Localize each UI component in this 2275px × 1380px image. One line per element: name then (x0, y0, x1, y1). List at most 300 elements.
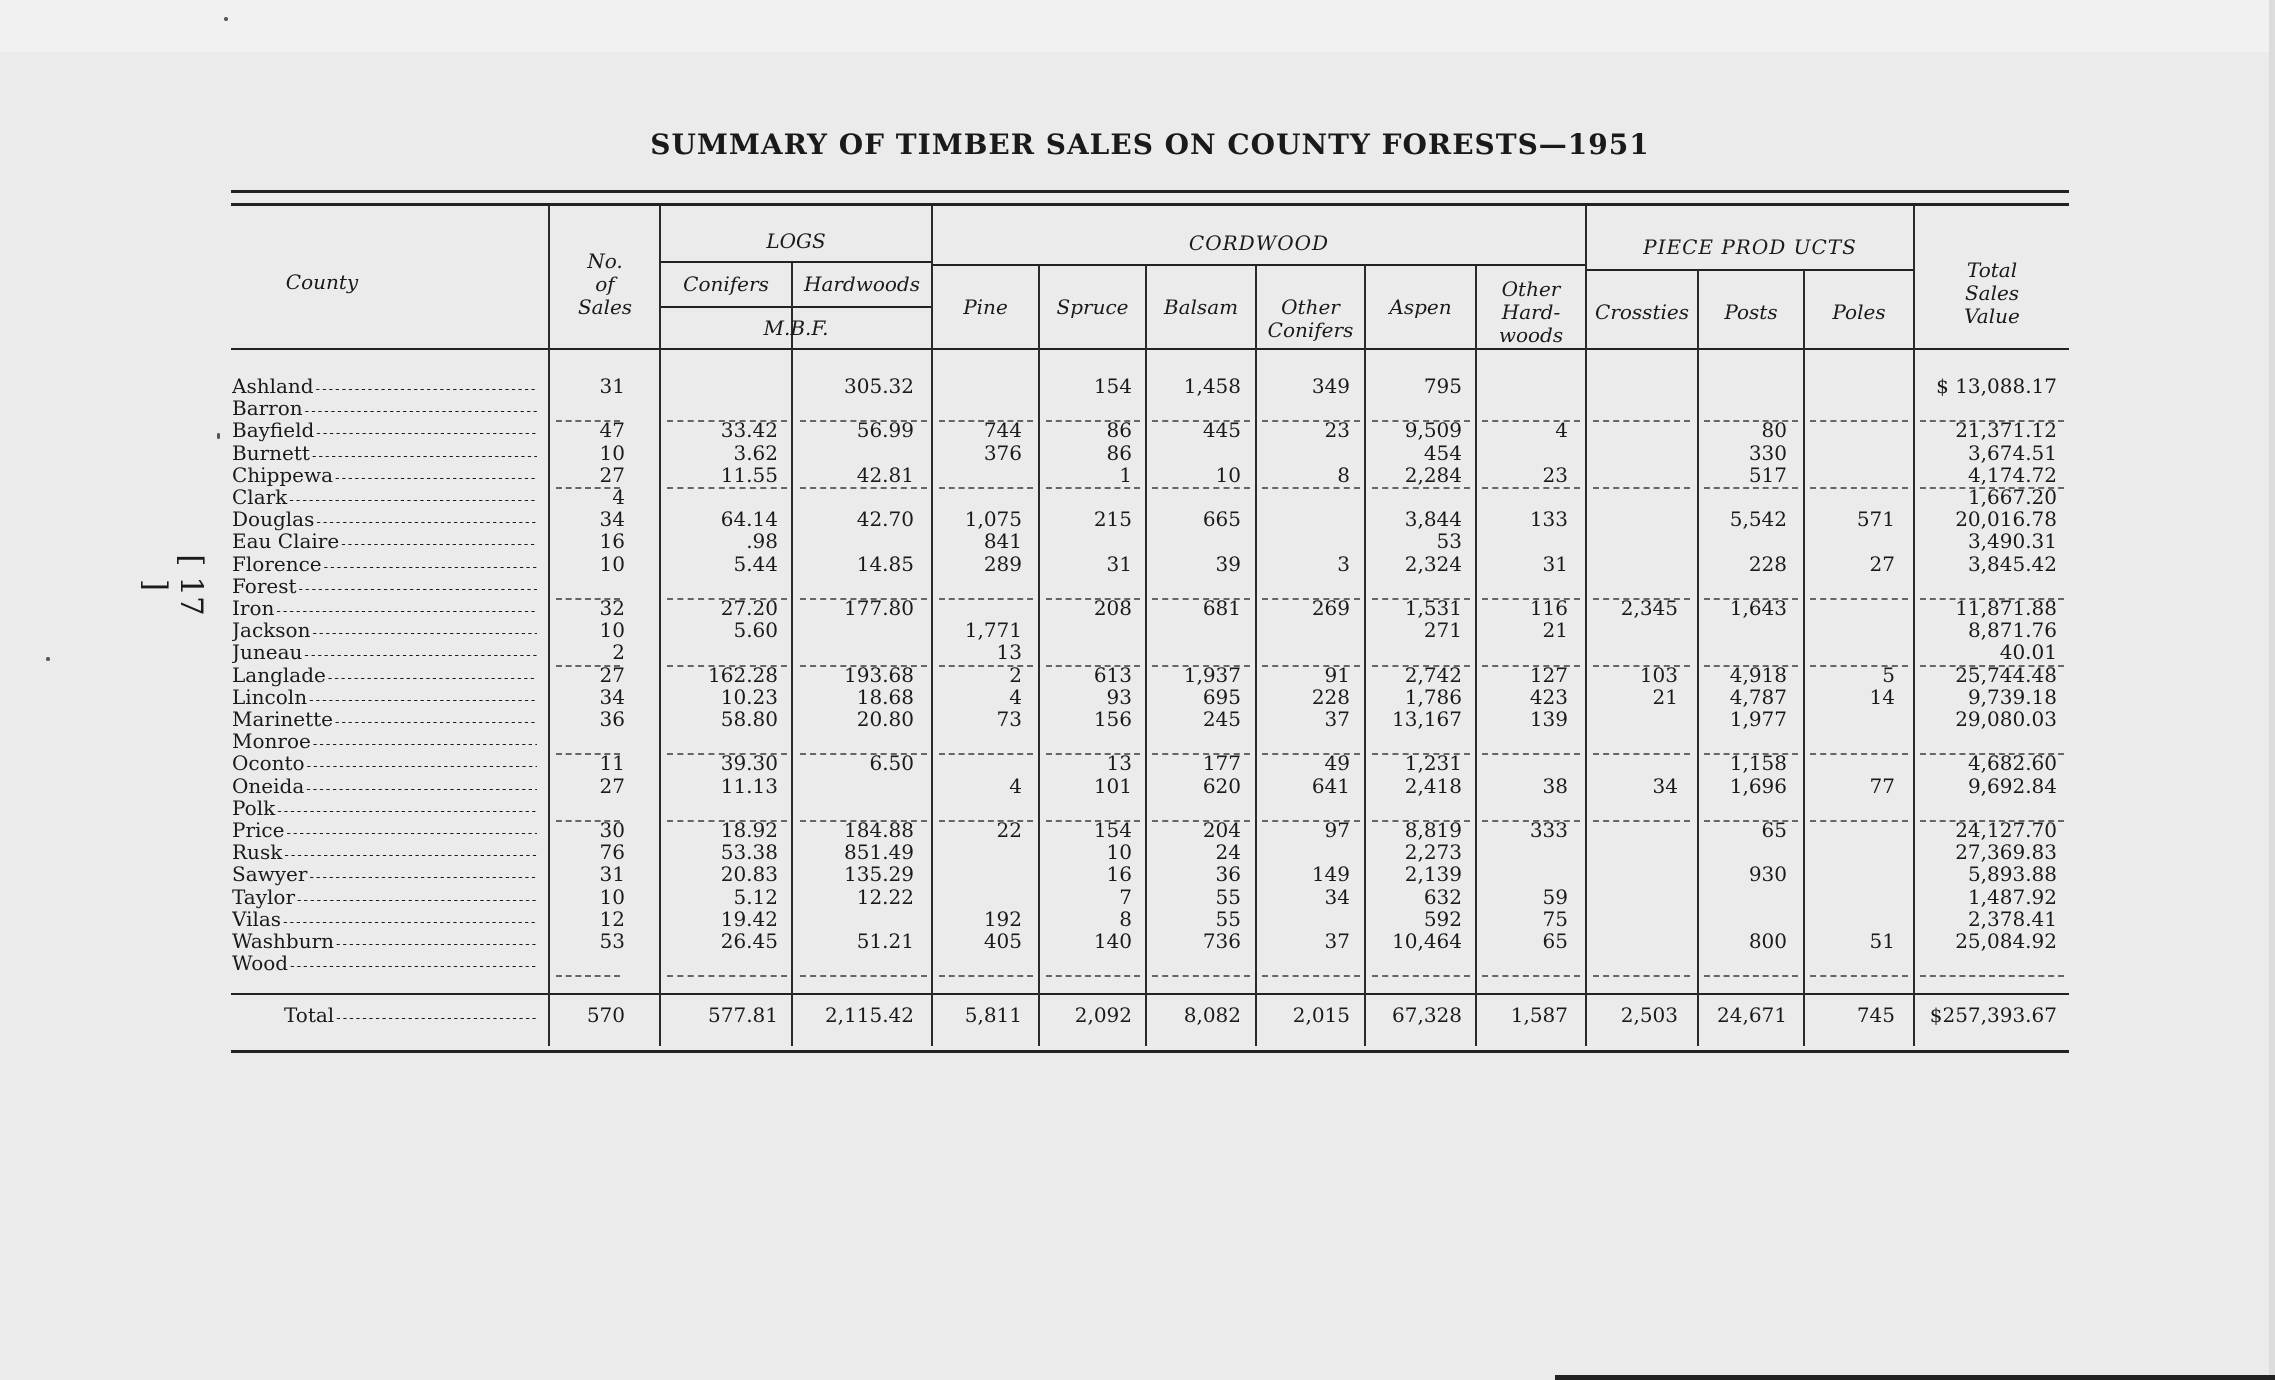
cell-crossties: 34 (1652, 773, 1678, 798)
cell-pine: 841 (983, 529, 1022, 554)
row-separator (1482, 598, 1580, 600)
cell-aspen: 53 (1436, 529, 1462, 554)
cell-spruce: 93 (1106, 684, 1132, 709)
cell-other-conifers: 149 (1311, 862, 1350, 887)
cell-aspen: 3,844 (1404, 507, 1462, 532)
cell-sales: 36 (599, 707, 625, 731)
total-cell-poles: 745 (1856, 1003, 1895, 1027)
cell-spruce: 154 (1093, 374, 1132, 398)
row-separator (1372, 598, 1470, 600)
cell-balsam: 36 (1215, 862, 1241, 887)
cell-balsam: 695 (1202, 684, 1241, 709)
row-separator (556, 665, 620, 667)
row-separator (1046, 598, 1140, 600)
cell-other-hardwoods: 23 (1542, 462, 1568, 487)
row-separator (1046, 753, 1140, 755)
row-separator (1152, 975, 1250, 977)
cell-balsam: 10 (1215, 462, 1241, 487)
cell-value: 4,682.60 (1967, 751, 2057, 776)
cell-value: 25,084.92 (1955, 929, 2057, 953)
cell-other-hardwoods: 59 (1542, 884, 1568, 909)
cell-value: 8,871.76 (1967, 618, 2057, 643)
cell-sales: 34 (599, 684, 625, 709)
cell-county: Florence - - - (232, 553, 537, 579)
cell-sales: 76 (599, 840, 625, 865)
cell-value: 25,744.48 (1955, 662, 2057, 687)
total-cell-pine: 5,811 (964, 1003, 1022, 1027)
cell-other-hardwoods: 4 (1555, 418, 1568, 443)
header-line: Sales (577, 294, 633, 319)
total-cell-hardwoods: 2,115.42 (824, 1003, 914, 1027)
header-line: Total (1966, 257, 2018, 282)
cell-aspen: 2,742 (1404, 662, 1462, 687)
top-rule (231, 190, 2069, 193)
piece-rule (1587, 269, 1913, 271)
cell-hardwoods: 42.70 (856, 507, 914, 532)
cell-poles: 51 (1869, 929, 1895, 953)
cell-hardwoods: 12.22 (856, 884, 914, 909)
cell-other-conifers: 23 (1324, 418, 1350, 443)
cell-sales: 12 (599, 906, 625, 931)
row-separator (1593, 420, 1690, 422)
cell-county: Iron - - - (232, 597, 537, 623)
cell-conifers: 10.23 (720, 684, 778, 709)
cell-value: 27,369.83 (1955, 840, 2057, 865)
cell-other-conifers: 37 (1324, 707, 1350, 731)
cell-aspen: 9,509 (1404, 418, 1462, 443)
cell-balsam: 736 (1202, 929, 1241, 953)
row-separator (1920, 598, 2064, 600)
cell-county: Taylor - - - (232, 886, 537, 912)
row-separator (1046, 665, 1140, 667)
row-separator (1920, 665, 2064, 667)
row-separator (556, 975, 620, 977)
cell-county: Oneida - - - (232, 775, 537, 801)
cordwood-rule (933, 264, 1585, 266)
cell-conifers: 26.45 (720, 929, 778, 953)
cell-county: Washburn - - - (232, 930, 537, 956)
cell-crossties: 103 (1639, 662, 1678, 687)
row-separator (1810, 820, 1908, 822)
cell-pine: 2 (1009, 662, 1022, 687)
speck (224, 17, 228, 21)
cell-posts: 65 (1761, 818, 1787, 842)
row-separator (1810, 420, 1908, 422)
cell-county: Forest - - - (232, 575, 537, 601)
cell-county: Monroe - - - (232, 730, 537, 756)
row-separator (1482, 820, 1580, 822)
cell-county: Price - - - (232, 819, 537, 845)
cell-spruce: 101 (1093, 773, 1132, 798)
cell-spruce: 215 (1093, 507, 1132, 532)
row-separator (667, 975, 787, 977)
cell-sales: 27 (599, 462, 625, 487)
cell-balsam: 1,458 (1183, 374, 1241, 398)
total-cell-other-conifers: 2,015 (1292, 1003, 1350, 1027)
cell-conifers: 33.42 (720, 418, 778, 443)
row-separator (1810, 665, 1908, 667)
cell-value: 3,490.31 (1967, 529, 2057, 554)
row-separator (939, 820, 1033, 822)
cell-balsam: 681 (1202, 596, 1241, 620)
row-separator (1704, 665, 1798, 667)
row-separator (1152, 420, 1250, 422)
row-separator (1152, 753, 1250, 755)
row-separator (556, 487, 620, 489)
cell-value: 4,174.72 (1967, 462, 2057, 487)
cell-posts: 80 (1761, 418, 1787, 443)
cell-balsam: 620 (1202, 773, 1241, 798)
total-label: Total - - - (232, 1004, 537, 1030)
row-separator (1372, 665, 1470, 667)
page-right-edge (2269, 0, 2275, 1380)
cell-county: Jackson - - - (232, 619, 537, 645)
cell-balsam: 245 (1202, 707, 1241, 731)
cell-aspen: 795 (1423, 374, 1462, 398)
header-pine: Pine (963, 294, 1008, 319)
speck (217, 433, 220, 439)
row-separator (939, 753, 1033, 755)
row-separator (800, 975, 927, 977)
cell-aspen: 13,167 (1392, 707, 1462, 731)
row-separator (1046, 820, 1140, 822)
cell-spruce: 10 (1106, 840, 1132, 865)
cell-aspen: 2,324 (1404, 551, 1462, 576)
cell-hardwoods: 193.68 (844, 662, 914, 687)
header-logs: LOGS (766, 228, 826, 253)
cell-posts: 5,542 (1729, 507, 1787, 532)
cell-value: 5,893.88 (1967, 862, 2057, 887)
total-cell-value: $257,393.67 (1929, 1003, 2057, 1027)
page-title: SUMMARY OF TIMBER SALES ON COUNTY FORESTS—1951 (650, 128, 1650, 161)
cell-conifers: 20.83 (720, 862, 778, 887)
cell-other-conifers: 269 (1311, 596, 1350, 620)
cell-sales: 53 (599, 929, 625, 953)
header-line: Other (1501, 276, 1561, 301)
cell-conifers: .98 (746, 529, 778, 554)
header-line: Sales (1964, 280, 2020, 305)
header-no-of-sales (552, 244, 658, 324)
row-separator (1704, 820, 1798, 822)
cell-hardwoods: 6.50 (869, 751, 914, 776)
total-cell-spruce: 2,092 (1074, 1003, 1132, 1027)
row-separator (1810, 753, 1908, 755)
row-separator (667, 753, 787, 755)
cell-spruce: 16 (1106, 862, 1132, 887)
cell-county: Rusk - - - (232, 841, 537, 867)
row-separator (800, 753, 927, 755)
cell-balsam: 204 (1202, 818, 1241, 842)
cell-crossties: 2,345 (1620, 596, 1678, 620)
row-separator (1593, 598, 1690, 600)
row-separator (1372, 975, 1470, 977)
row-separator (1810, 487, 1908, 489)
cell-value: $ 13,088.17 (1936, 374, 2057, 398)
row-separator (1593, 820, 1690, 822)
cell-sales: 11 (599, 751, 625, 776)
cell-sales: 34 (599, 507, 625, 532)
logs-rule (661, 261, 931, 263)
row-separator (1152, 598, 1250, 600)
total-cell-other-hardwoods: 1,587 (1510, 1003, 1568, 1027)
cell-balsam: 445 (1202, 418, 1241, 443)
cell-value: 21,371.12 (1955, 418, 2057, 443)
row-separator (1920, 420, 2064, 422)
cell-aspen: 1,231 (1404, 751, 1462, 776)
row-separator (667, 487, 787, 489)
total-cell-conifers: 577.81 (708, 1003, 778, 1027)
cell-poles: 27 (1869, 551, 1895, 576)
logs-sub-rule (661, 306, 931, 308)
total-cell-aspen: 67,328 (1392, 1003, 1462, 1027)
cell-aspen: 592 (1423, 906, 1462, 931)
cell-hardwoods: 42.81 (856, 462, 914, 487)
cell-county: Chippewa - - - (232, 464, 537, 490)
cell-pine: 289 (983, 551, 1022, 576)
cell-other-conifers: 349 (1311, 374, 1350, 398)
cell-other-conifers: 8 (1337, 462, 1350, 487)
row-separator (939, 598, 1033, 600)
row-separator (1046, 420, 1140, 422)
cell-poles: 14 (1869, 684, 1895, 709)
cell-other-conifers: 34 (1324, 884, 1350, 909)
cell-pine: 4 (1009, 684, 1022, 709)
cell-conifers: 11.55 (720, 462, 778, 487)
cell-sales: 10 (599, 884, 625, 909)
row-separator (1372, 753, 1470, 755)
row-separator (1593, 975, 1690, 977)
row-separator (1262, 487, 1360, 489)
row-separator (1372, 820, 1470, 822)
cell-conifers: 5.44 (733, 551, 778, 576)
page-top-edge (0, 0, 2275, 52)
cell-hardwoods: 305.32 (844, 374, 914, 398)
cell-value: 9,692.84 (1967, 773, 2057, 798)
cell-posts: 1,643 (1729, 596, 1787, 620)
cell-pine: 73 (996, 707, 1022, 731)
cell-other-hardwoods: 139 (1529, 707, 1568, 731)
cell-other-conifers: 97 (1324, 818, 1350, 842)
speck (46, 657, 50, 661)
header-cordwood: CORDWOOD (1188, 230, 1330, 255)
cell-other-conifers: 3 (1337, 551, 1350, 576)
row-separator (1262, 420, 1360, 422)
cell-posts: 330 (1748, 440, 1787, 465)
cell-posts: 1,696 (1729, 773, 1787, 798)
cell-spruce: 86 (1106, 418, 1132, 443)
cell-county: Wood - - - (232, 952, 537, 978)
cell-posts: 1,158 (1729, 751, 1787, 776)
cell-hardwoods: 20.80 (856, 707, 914, 731)
cell-sales: 27 (599, 773, 625, 798)
cell-spruce: 154 (1093, 818, 1132, 842)
row-separator (1046, 975, 1140, 977)
cell-posts: 228 (1748, 551, 1787, 576)
cell-aspen: 271 (1423, 618, 1462, 643)
cell-county: Douglas - - - (232, 508, 537, 534)
cell-other-conifers: 49 (1324, 751, 1350, 776)
header-line: Conifers (1267, 318, 1354, 342)
cell-other-hardwoods: 38 (1542, 773, 1568, 798)
row-separator (1704, 753, 1798, 755)
cell-conifers: 5.12 (733, 884, 778, 909)
header-line: Other (1281, 295, 1340, 319)
row-separator (1262, 820, 1360, 822)
cell-sales: 30 (599, 818, 625, 842)
cell-sales: 4 (612, 485, 625, 509)
cell-posts: 4,787 (1729, 684, 1787, 709)
total-cell-posts: 24,671 (1717, 1003, 1787, 1027)
cell-other-conifers: 228 (1311, 684, 1350, 709)
cell-hardwoods: 184.88 (844, 818, 914, 842)
row-separator (556, 753, 620, 755)
row-separator (1593, 665, 1690, 667)
cell-sales: 2 (612, 640, 625, 665)
cell-value: 11,871.88 (1955, 596, 2057, 620)
cell-hardwoods: 177.80 (844, 596, 914, 620)
cell-balsam: 24 (1215, 840, 1241, 865)
row-separator (1920, 820, 2064, 822)
cell-balsam: 55 (1215, 884, 1241, 909)
row-separator (1810, 975, 1908, 977)
row-separator (556, 598, 620, 600)
cell-other-hardwoods: 21 (1542, 618, 1568, 643)
row-separator (667, 665, 787, 667)
row-separator (1704, 420, 1798, 422)
row-separator (1704, 487, 1798, 489)
header-poles: Poles (1832, 299, 1886, 324)
cell-other-hardwoods: 75 (1542, 906, 1568, 931)
header-piece-products: PIECE PROD UCTS (1643, 234, 1857, 259)
cell-other-conifers: 37 (1324, 929, 1350, 953)
cell-conifers: 53.38 (720, 840, 778, 865)
header-line: Value (1964, 303, 2020, 328)
header-county: County (285, 269, 359, 294)
cell-pine: 744 (983, 418, 1022, 443)
row-separator (1262, 753, 1360, 755)
row-separator (1482, 420, 1580, 422)
row-separator (1482, 975, 1580, 977)
cell-sales: 10 (599, 618, 625, 643)
cell-aspen: 10,464 (1392, 929, 1462, 953)
page-number: [ 17 ] (137, 554, 209, 616)
cell-conifers: 18.92 (720, 818, 778, 842)
cell-sales: 16 (599, 529, 625, 554)
cell-conifers: 64.14 (720, 507, 778, 532)
row-separator (939, 665, 1033, 667)
row-separator (800, 820, 927, 822)
cell-pine: 376 (983, 440, 1022, 465)
row-separator (1482, 487, 1580, 489)
cell-balsam: 665 (1202, 507, 1241, 532)
row-separator (800, 420, 927, 422)
row-separator (800, 487, 927, 489)
cell-hardwoods: 18.68 (856, 684, 914, 709)
cell-balsam: 55 (1215, 906, 1241, 931)
cell-sales: 47 (599, 418, 625, 443)
cell-value: 3,845.42 (1967, 551, 2057, 576)
cell-county: Langlade - - - (232, 664, 537, 690)
cell-conifers: 3.62 (733, 440, 778, 465)
cell-sales: 27 (599, 662, 625, 687)
header-spruce: Spruce (1056, 294, 1129, 319)
header-posts: Posts (1724, 299, 1778, 324)
cell-balsam: 39 (1215, 551, 1241, 576)
row-separator (1920, 487, 2064, 489)
row-separator (1372, 487, 1470, 489)
cell-other-hardwoods: 127 (1529, 662, 1568, 687)
cell-value: 24,127.70 (1955, 818, 2057, 842)
cell-poles: 571 (1856, 507, 1895, 532)
top-rule (231, 203, 2069, 206)
header-line: of (595, 271, 615, 296)
cell-posts: 4,918 (1729, 662, 1787, 687)
row-separator (667, 820, 787, 822)
cell-other-hardwoods: 333 (1529, 818, 1568, 842)
cell-crossties: 21 (1652, 684, 1678, 709)
cell-sales: 10 (599, 551, 625, 576)
cell-sales: 31 (599, 862, 625, 887)
cell-hardwoods: 51.21 (856, 929, 914, 953)
row-separator (1704, 975, 1798, 977)
cell-posts: 930 (1748, 862, 1787, 887)
cell-conifers: 58.80 (720, 707, 778, 731)
cell-hardwoods: 56.99 (856, 418, 914, 443)
row-separator (1262, 598, 1360, 600)
total-rule (231, 993, 2069, 995)
row-separator (939, 487, 1033, 489)
header-line: No. (587, 248, 623, 273)
cell-spruce: 156 (1093, 707, 1132, 731)
row-separator (1482, 753, 1580, 755)
row-separator (556, 420, 620, 422)
cell-conifers: 162.28 (708, 662, 778, 687)
cell-balsam: 177 (1202, 751, 1241, 776)
cell-aspen: 8,819 (1404, 818, 1462, 842)
header-rule (231, 348, 2069, 350)
cell-other-conifers: 91 (1324, 662, 1350, 687)
cell-aspen: 1,786 (1404, 684, 1462, 709)
cell-aspen: 2,284 (1404, 462, 1462, 487)
cell-aspen: 2,418 (1404, 773, 1462, 798)
cell-county: Marinette - - - (232, 708, 537, 734)
cell-spruce: 7 (1119, 884, 1132, 909)
cell-hardwoods: 14.85 (856, 551, 914, 576)
cell-value: 1,667.20 (1967, 485, 2057, 509)
bottom-edge-bar (1555, 1375, 2275, 1380)
cell-spruce: 8 (1119, 906, 1132, 931)
cell-pine: 1,771 (964, 618, 1022, 643)
cell-aspen: 2,273 (1404, 840, 1462, 865)
cell-spruce: 31 (1106, 551, 1132, 576)
row-separator (800, 598, 927, 600)
row-separator (1704, 598, 1798, 600)
cell-posts: 1,977 (1729, 707, 1787, 731)
cell-balsam: 1,937 (1183, 662, 1241, 687)
cell-value: 29,080.03 (1955, 707, 2057, 731)
cell-conifers: 39.30 (720, 751, 778, 776)
cell-other-hardwoods: 31 (1542, 551, 1568, 576)
cell-other-hardwoods: 423 (1529, 684, 1568, 709)
cell-county: Eau Claire - - - (232, 530, 537, 556)
header-other-hardwoods (1477, 276, 1585, 348)
row-separator (1262, 975, 1360, 977)
header-hardwoods: Hardwoods (804, 271, 920, 296)
cell-sales: 10 (599, 440, 625, 465)
header-crossties: Crossties (1595, 299, 1689, 324)
cell-aspen: 1,531 (1404, 596, 1462, 620)
cell-county: Juneau - - - (232, 641, 537, 667)
